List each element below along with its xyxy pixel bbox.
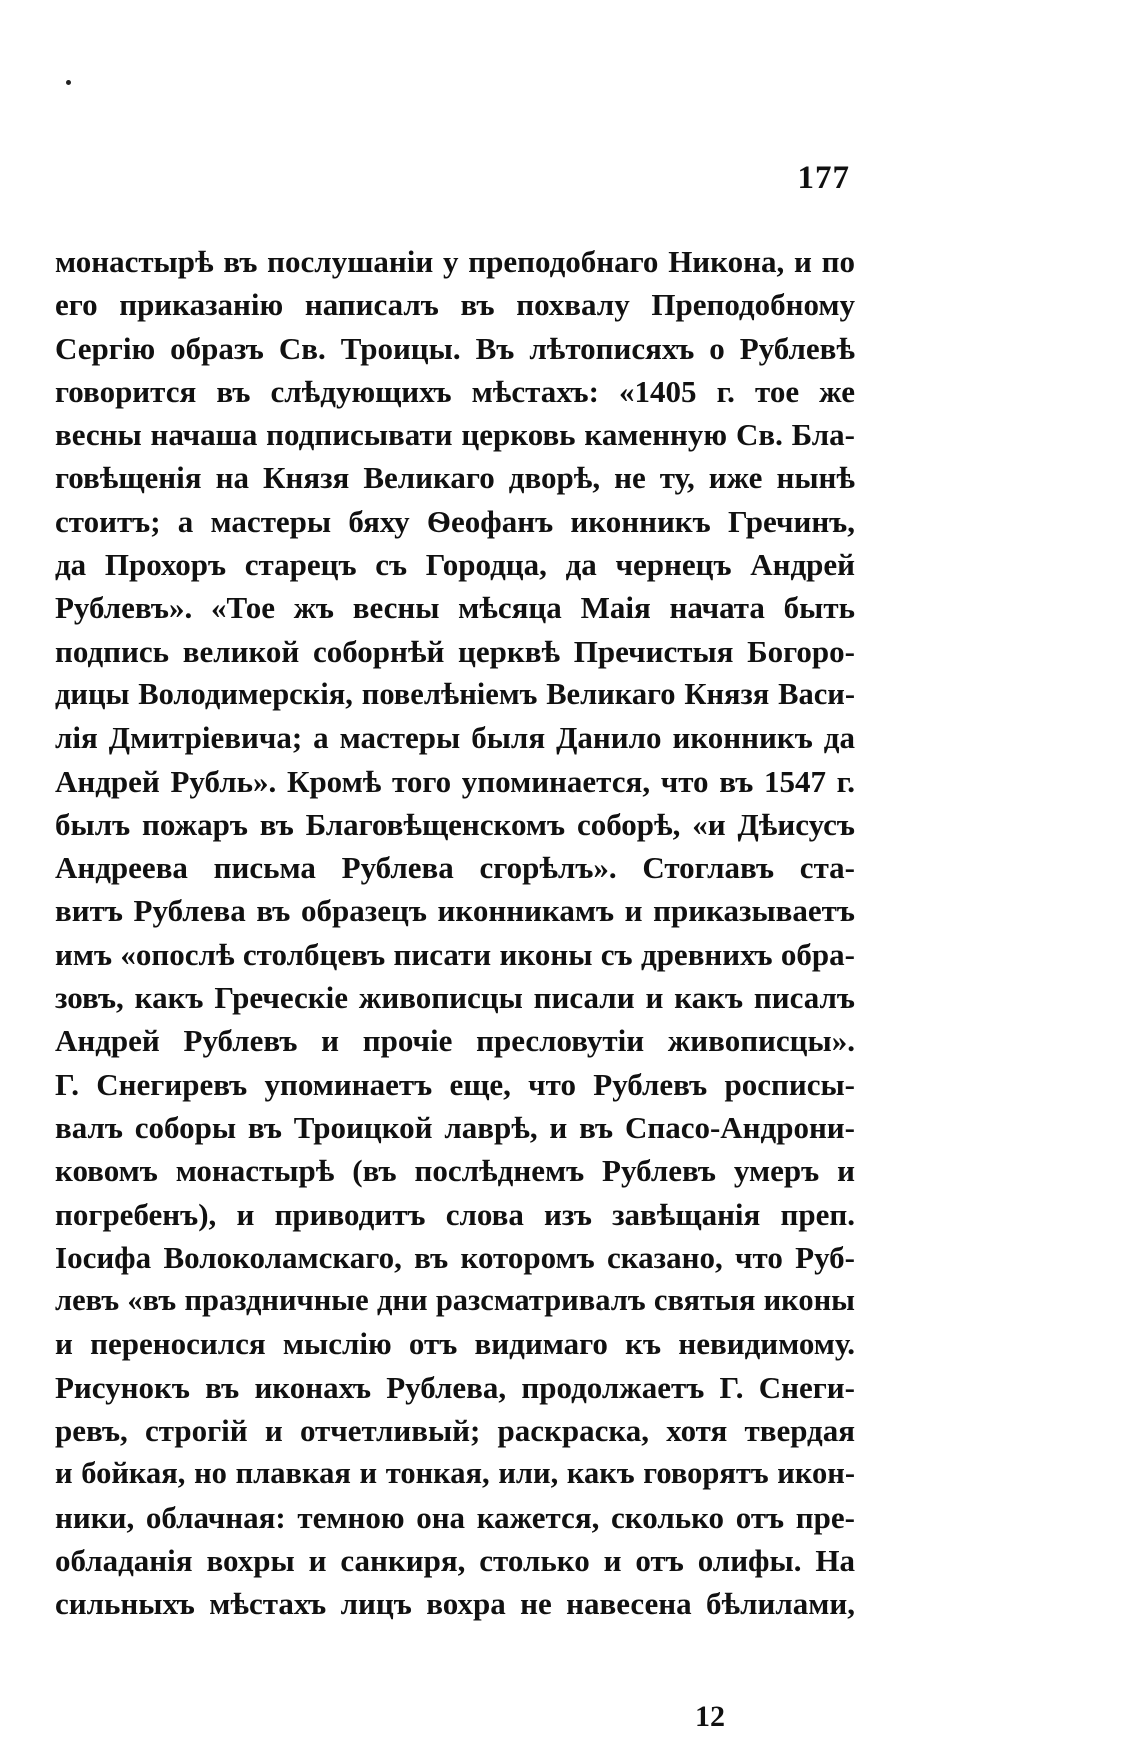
page-number: 177 (797, 160, 850, 196)
text-line: сильныхъ мѣстахъ лицъ вохра не навесена бѣлилами, (55, 1586, 855, 1622)
text-line: Андрей Рублевъ и прочіе пресловутіи живописцы». (55, 1023, 855, 1059)
text-line: Г. Снегиревъ упоминаетъ еще, что Рублевъ росписы- (55, 1066, 855, 1102)
text-line: ревъ, строгій и отчетливый; раскраска, хотя твердая (55, 1413, 855, 1449)
text-line: и переносился мыслію отъ видимаго къ невидимому. (55, 1326, 855, 1362)
text-line: Андрей Рубль». Кромѣ того упоминается, что въ 1547 г. (55, 763, 855, 799)
text-line: лія Дмитріевича; а мастеры быля Данило иконникъ да (55, 720, 855, 756)
text-line: ники, облачная: темною она кажется, сколько отъ пре- (55, 1499, 855, 1535)
text-line: обладанія вохры и санкиря, столько и отъ олифы. На (55, 1542, 855, 1578)
text-line: его приказанію написалъ въ похвалу Преподобному (55, 287, 855, 323)
text-line: да Прохоръ старецъ съ Городца, да чернецъ Андрей (55, 547, 855, 583)
text-line: весны начаша подписывати церковь каменную Св. Бла- (55, 417, 855, 453)
text-line: былъ пожаръ въ Благовѣщенскомъ соборѣ, «и Дѣисусъ (55, 806, 855, 842)
text-line: левъ «въ праздничные дни разсматривалъ святыя иконы (55, 1283, 855, 1318)
text-line: подпись великой соборнѣй церквѣ Пречистыя Богоро- (55, 633, 855, 669)
print-speck (66, 80, 71, 85)
text-line: Андреева письма Рублева сгорѣлъ». Стоглавъ ста- (55, 850, 855, 886)
text-line: говѣщенія на Князя Великаго дворѣ, не ту, иже нынѣ (55, 460, 855, 496)
text-line: витъ Рублева въ образецъ иконникамъ и приказываетъ (55, 893, 855, 929)
text-line: Іосифа Волоколамскаго, въ которомъ сказано, что Руб- (55, 1239, 855, 1275)
text-line: говорится въ слѣдующихъ мѣстахъ: «1405 г. тое же (55, 373, 855, 409)
text-line: Рисунокъ въ иконахъ Рублева, продолжаетъ Г. Снеги- (55, 1369, 855, 1405)
text-line: дицы Володимерскія, повелѣніемъ Великаго Князя Васи- (55, 676, 855, 711)
text-line: стоитъ; а мастеры бяху Ѳеофанъ иконникъ Гречинъ, (55, 503, 855, 539)
text-line: и бойкая, но плавкая и тонкая, или, какъ говорятъ икон- (55, 1456, 855, 1491)
text-line: Рублевъ». «Тое жъ весны мѣсяца Маія начата быть (55, 590, 855, 626)
text-line: имъ «опослѣ столбцевъ писати иконы съ древнихъ обра- (55, 936, 855, 972)
signature-mark: 12 (695, 1700, 725, 1733)
text-line: погребенъ), и приводитъ слова изъ завѣщанія преп. (55, 1196, 855, 1232)
text-line: ковомъ монастырѣ (въ послѣднемъ Рублевъ умеръ и (55, 1153, 855, 1189)
text-line: зовъ, какъ Греческіе живописцы писали и какъ писалъ (55, 980, 855, 1016)
body-text (55, 240, 855, 1626)
text-line: Сергію образъ Св. Троицы. Въ лѣтописяхъ о Рублевѣ (55, 330, 855, 366)
text-line: валъ соборы въ Троицкой лаврѣ, и въ Спасо-Андрони- (55, 1109, 855, 1145)
text-line: монастырѣ въ послушаніи у преподобнаго Никона, и по (55, 244, 855, 279)
